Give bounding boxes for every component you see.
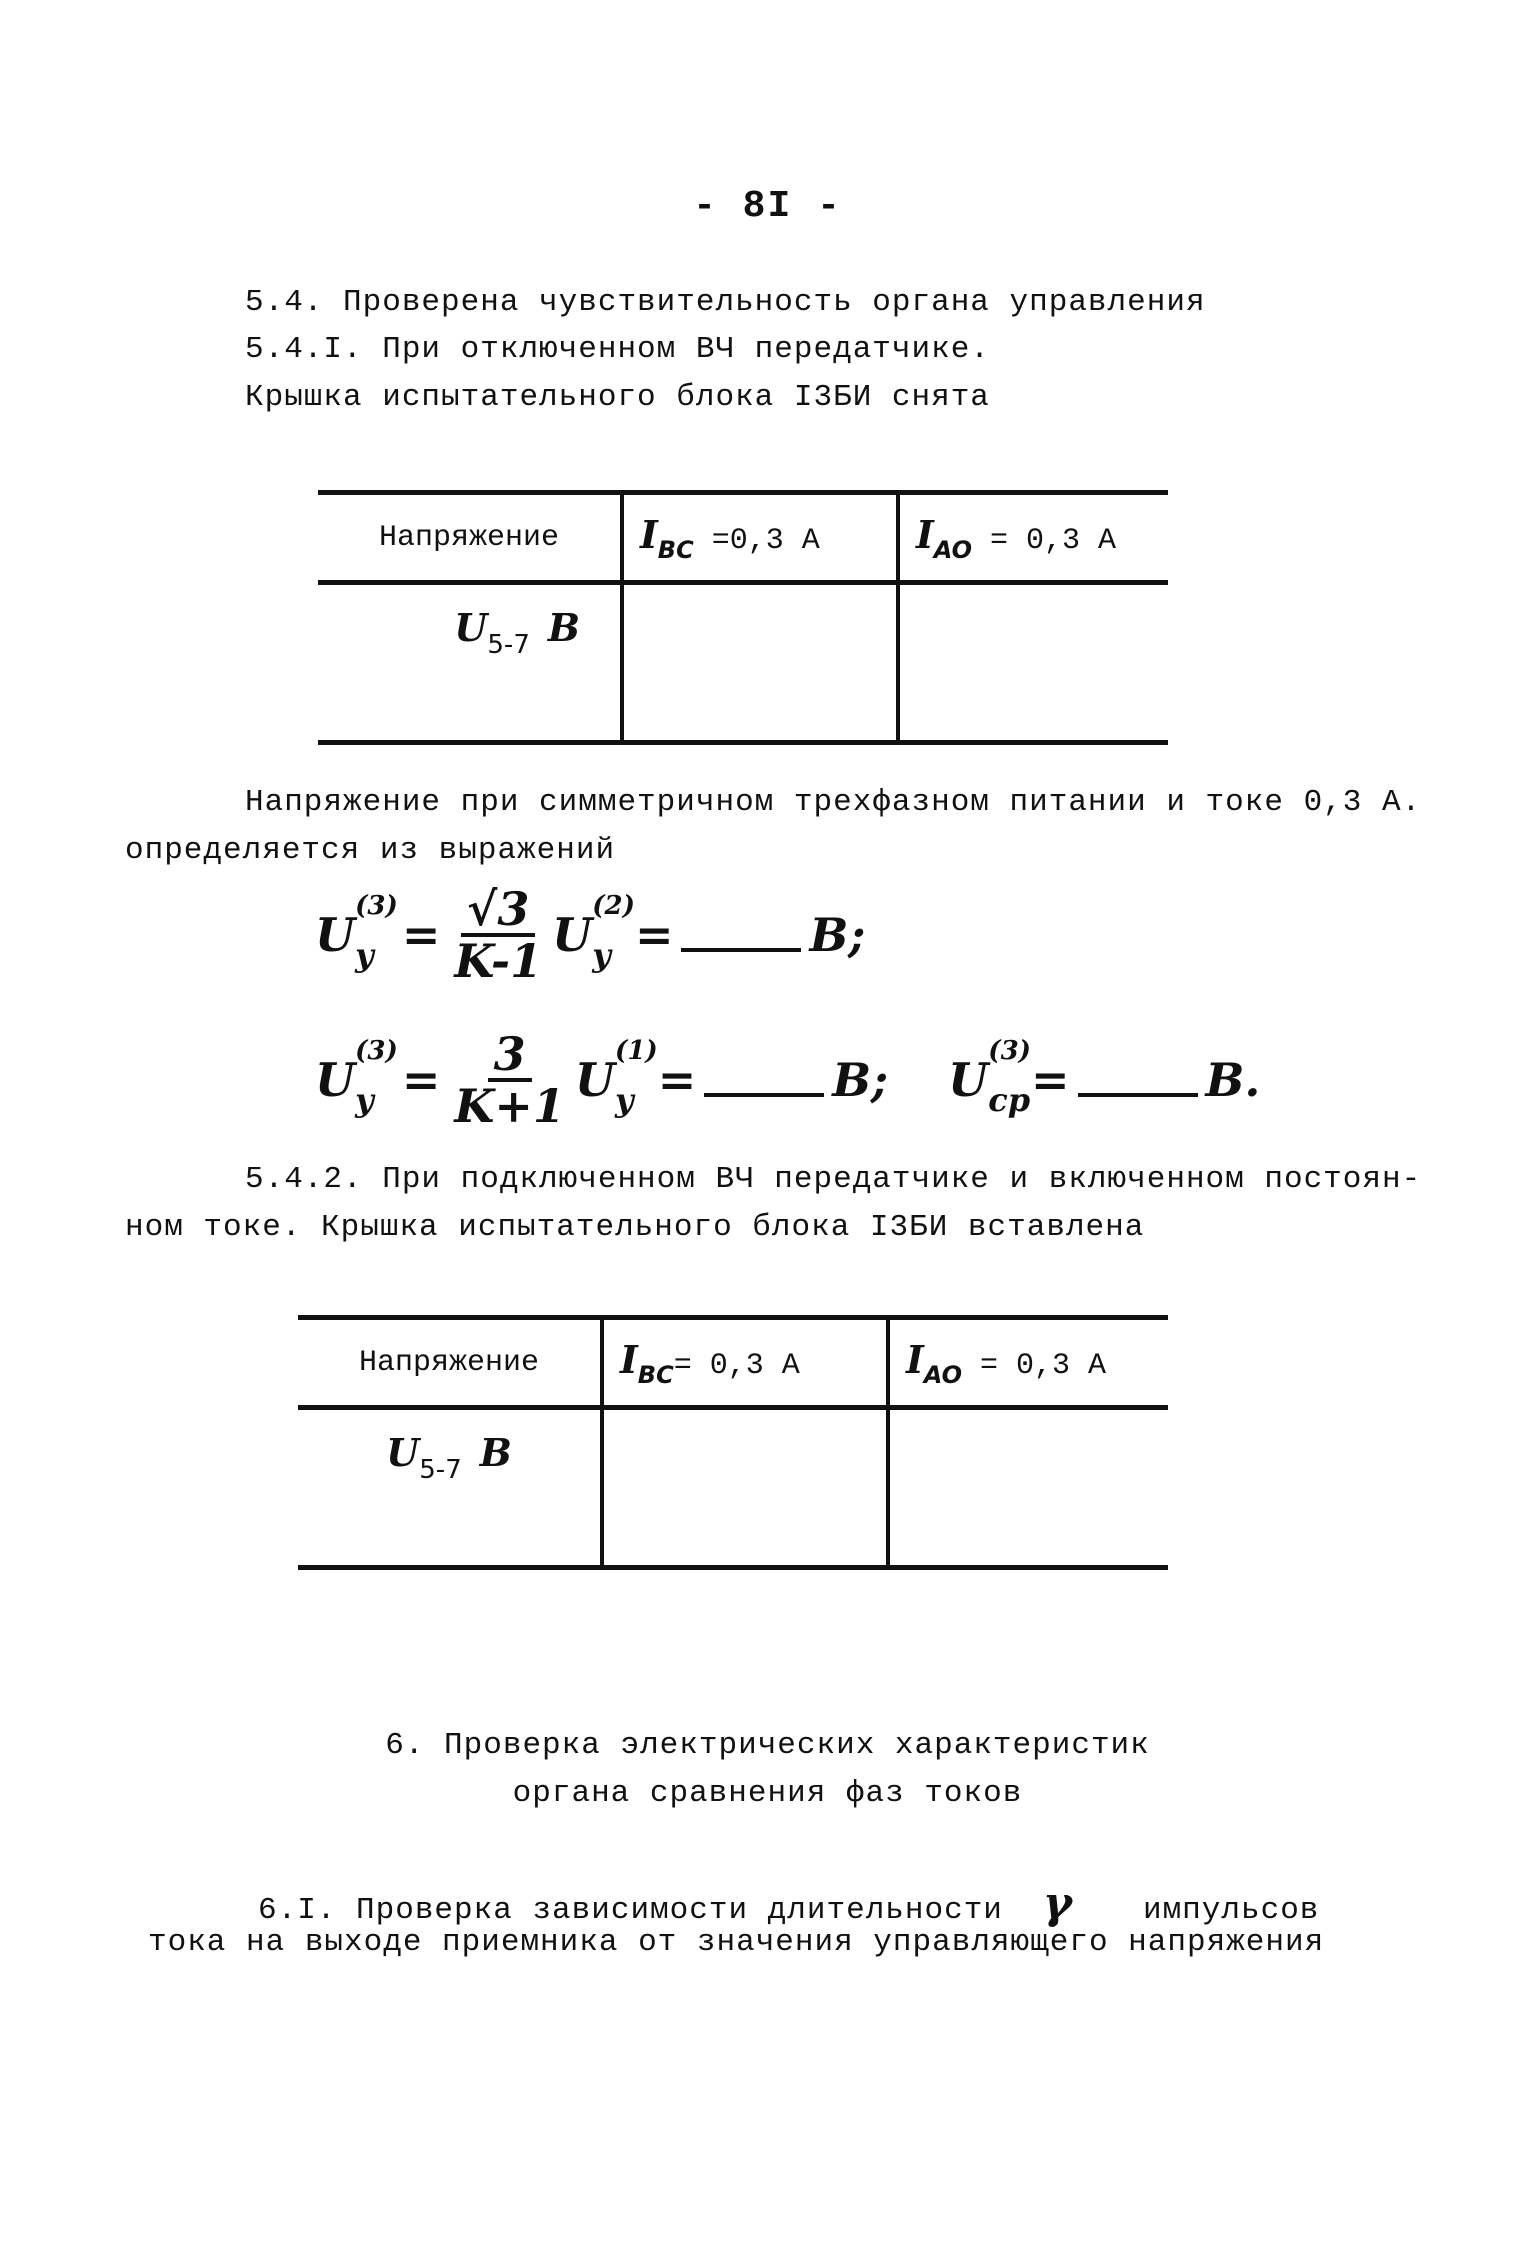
section-5-4-2-title-cont: ном токе. Крышка испытательного блока I3БИ вставлена	[125, 1210, 1145, 1245]
row-label-u57: U5-7 B	[298, 1408, 602, 1568]
section-6-heading-cont: органа сравнения фаз токов	[512, 1776, 1023, 1811]
cell-empty	[888, 1408, 1168, 1568]
sensitivity-table-2	[298, 1315, 1168, 1570]
cell-empty	[602, 1408, 888, 1568]
section-5-4-title: 5.4. Проверена чувствительность органа управления	[245, 285, 1206, 320]
section-6-heading: 6. Проверка электрических характеристик	[385, 1728, 1150, 1763]
header-current-ao: $I_{AO} = 0,3$ A	[888, 1318, 1168, 1408]
table-row	[318, 583, 1168, 743]
paragraph-line: Напряжение при симметричном трехфазном питании и токе 0,3 A.	[245, 785, 1422, 820]
table-header-row	[318, 493, 1168, 583]
paragraph-line: определяется из выражений	[125, 833, 616, 868]
header-current-bc: $I_{BC} =0,3$ A	[622, 493, 898, 583]
cell-empty	[898, 583, 1168, 743]
formula-uy3-three: U (3) y = $\frac{3}{K+1}$ U (1) y = B; U (3) cp = B.	[315, 1027, 1261, 1134]
section-6-1-title: 6.I. Проверка зависимости длительности γ импульсов	[258, 1878, 1320, 1929]
formula-uy3-sqrt3: U (3) y = $\frac{√3}{K-1}$ U (2) y = B;	[315, 882, 866, 989]
section-5-4-1-title: 5.4.I. При отключенном ВЧ передатчике.	[245, 332, 990, 367]
table-row	[298, 1408, 1168, 1568]
header-voltage: Напряжение	[298, 1318, 602, 1408]
header-voltage: Напряжение	[318, 493, 622, 583]
section-5-4-1-note: Крышка испытательного блока I3БИ снята	[245, 380, 990, 415]
section-5-4-2-title: 5.4.2. При подключенном ВЧ передатчике и включенном постоян-	[245, 1162, 1422, 1197]
header-current-ao: $I_{AO} = 0,3$ A	[898, 493, 1168, 583]
gamma-symbol: γ	[1042, 1878, 1073, 1929]
header-current-bc: $I_{BC}= 0,3$ A	[602, 1318, 888, 1408]
cell-empty	[622, 583, 898, 743]
page-number: - 8I -	[693, 185, 842, 228]
row-label-u57: U5-7 B	[318, 583, 622, 743]
section-6-1-title-cont: тока на выходе приемника от значения управляющего напряжения	[148, 1925, 1325, 1960]
table-header-row	[298, 1318, 1168, 1408]
sensitivity-table-1	[318, 490, 1168, 745]
